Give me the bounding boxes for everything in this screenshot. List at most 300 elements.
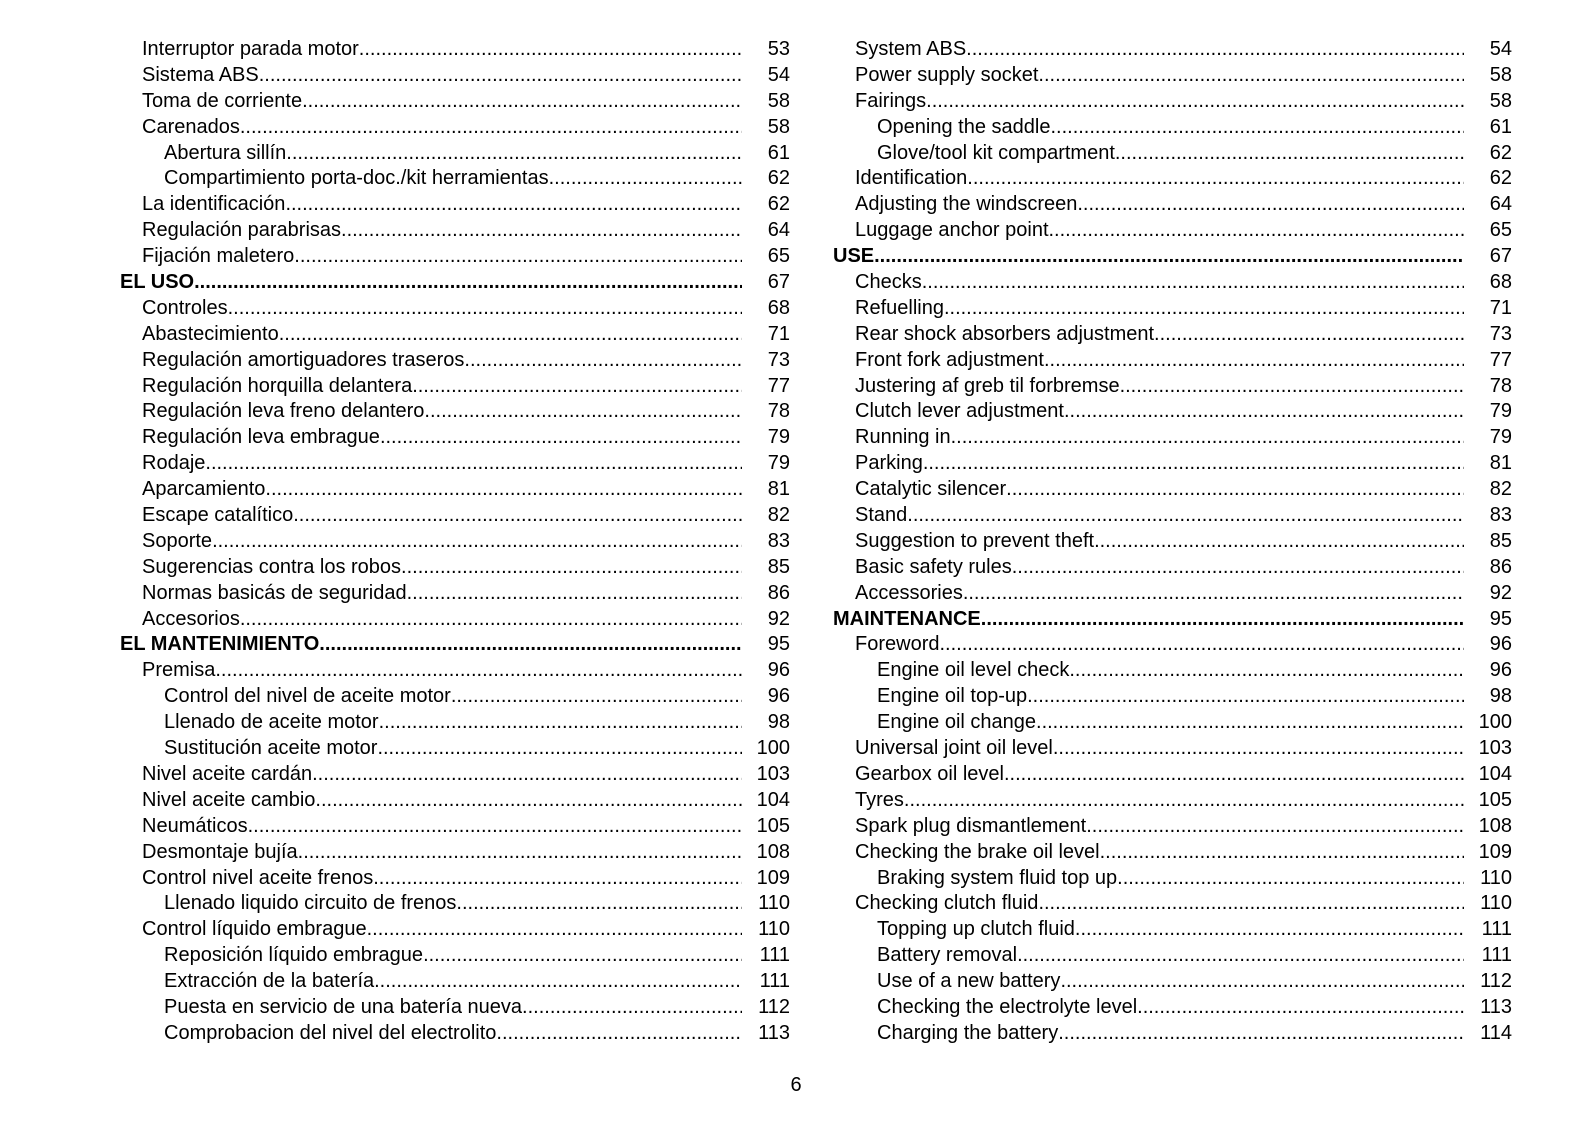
toc-dot-leader [923,451,1464,477]
toc-entry-page: 58 [1489,89,1512,112]
toc-entry-page: 113 [758,1021,790,1044]
toc-entry-title: Comprobacion del nivel del electrolito [164,1021,497,1044]
toc-entry[interactable] [120,477,790,503]
toc-section-heading[interactable] [833,607,1512,633]
toc-entry[interactable] [120,115,790,141]
toc-entry-page: 78 [767,400,790,423]
toc-entry-page: 81 [767,478,790,501]
toc-entry-title: Adjusting the windscreen [855,193,1078,216]
toc-entry-page: 110 [758,892,790,915]
toc-entry[interactable] [833,658,1512,684]
toc-entry[interactable] [120,166,790,192]
toc-entry[interactable] [120,1021,790,1047]
toc-entry-title: Universal joint oil level [855,737,1053,760]
toc-dot-leader [265,477,742,503]
toc-entry[interactable] [833,736,1512,762]
toc-entry-page: 110 [1480,866,1512,889]
toc-entry-title: Stand [855,504,908,527]
toc-dot-leader [285,192,742,218]
toc-entry-title: Clutch lever adjustment [855,400,1064,423]
toc-entry[interactable] [833,141,1512,167]
toc-entry[interactable] [120,995,790,1021]
toc-entry-page: 62 [1489,141,1512,164]
toc-dot-leader [951,425,1464,451]
toc-entry[interactable] [120,943,790,969]
toc-entry-page: 65 [767,245,790,268]
toc-entry-title: Carenados [142,115,240,138]
toc-entry-page: 109 [1478,840,1512,863]
toc-dot-leader [228,296,742,322]
toc-entry-page: 62 [1489,167,1512,190]
toc-entry-page: 58 [767,115,790,138]
toc-dot-leader [412,374,742,400]
toc-entry-page: 114 [1480,1021,1512,1044]
toc-entry-title: Control del nivel de aceite motor [164,685,451,708]
toc-entry[interactable] [833,529,1512,555]
toc-dot-leader [922,270,1464,296]
toc-entry[interactable] [833,166,1512,192]
toc-entry-page: 108 [756,840,790,863]
toc-entry-page: 83 [767,529,790,552]
toc-entry-page: 100 [1478,711,1512,734]
toc-dot-leader [1064,399,1464,425]
toc-entry-title: Regulación parabrisas [142,219,342,242]
toc-entry-title: Suggestion to prevent theft [855,529,1095,552]
toc-entry-title: Fijación maletero [142,245,295,268]
toc-entry-page: 64 [1489,193,1512,216]
toc-entry-page: 92 [767,607,790,630]
toc-entry[interactable] [120,374,790,400]
toc-dot-leader [259,63,742,89]
toc-entry-page: 96 [1489,633,1512,656]
toc-entry-title: Battery removal [877,944,1018,967]
toc-entry-title: Aparcamiento [142,478,266,501]
toc-dot-leader [904,788,1464,814]
toc-entry[interactable] [120,503,790,529]
toc-entry[interactable] [120,736,790,762]
toc-entry-page: 104 [756,788,790,811]
toc-entry-title: System ABS [855,38,967,60]
toc-entry-page: 77 [767,374,790,397]
toc-entry[interactable] [120,141,790,167]
toc-dot-leader [424,399,742,425]
toc-entry-title: Reposición líquido embrague [164,944,424,967]
toc-entry[interactable] [833,425,1512,451]
toc-entry-title: Abastecimiento [142,322,279,345]
toc-entry-title: Basic safety rules [855,555,1012,578]
toc-entry[interactable] [833,943,1512,969]
toc-entry-title: Gearbox oil level [855,762,1004,785]
toc-entry-title: USE [833,245,875,268]
toc-dot-leader [1038,891,1464,917]
toc-entry-page: 96 [1489,659,1512,682]
toc-entry-title: Parking [855,452,923,475]
toc-entry-page: 77 [1489,348,1512,371]
toc-entry-title: Soporte [142,529,213,552]
toc-entry[interactable] [833,89,1512,115]
toc-entry-title: Nivel aceite cardán [142,762,313,785]
toc-entry[interactable] [120,917,790,943]
toc-dot-leader [380,425,742,451]
toc-entry-title: Engine oil level check [877,659,1070,682]
toc-dot-leader [373,866,742,892]
toc-entry[interactable] [833,37,1512,63]
toc-entry-page: 79 [1489,400,1512,423]
toc-dot-leader [907,503,1464,529]
toc-entry-title: Spark plug dismantlement [855,814,1087,837]
toc-dot-leader [1069,658,1464,684]
toc-entry[interactable] [833,399,1512,425]
toc-entry[interactable] [833,866,1512,892]
toc-entry-page: 113 [1480,995,1512,1018]
toc-entry-title: Braking system fluid top up. [877,866,1123,889]
toc-entry-title: Regulación leva embrague [142,426,380,449]
toc-dot-leader [1050,115,1464,141]
page-number: 6 [790,1074,802,1096]
toc-dot-leader [423,943,742,969]
toc-entry-page: 110 [758,918,790,941]
toc-entry-page: 96 [767,685,790,708]
toc-entry-page: 62 [767,167,790,190]
toc-dot-leader [240,115,742,141]
toc-entry[interactable] [833,503,1512,529]
toc-dot-leader [312,762,742,788]
toc-entry[interactable] [120,322,790,348]
toc-entry[interactable] [120,866,790,892]
toc-entry-page: 82 [767,504,790,527]
toc-entry[interactable] [833,917,1512,943]
toc-entry-title: Running in [855,426,951,449]
toc-entry-page: 65 [1489,219,1512,242]
toc-dot-leader [451,684,742,710]
toc-entry-page: 86 [1489,555,1512,578]
toc-entry[interactable] [120,969,790,995]
toc-entry[interactable] [120,710,790,736]
toc-entry-title: Catalytic silencer [855,478,1007,501]
toc-entry-title: Puesta en servicio de una batería nueva [164,995,523,1018]
toc-entry-page: 71 [1489,296,1512,319]
toc-dot-leader [1036,710,1464,736]
toc-entry[interactable] [833,840,1512,866]
toc-dot-leader [1053,736,1464,762]
toc-entry-title: Compartimiento porta-doc./kit herramientas [164,167,549,190]
toc-dot-leader [1115,141,1464,167]
toc-dot-leader [205,451,742,477]
toc-entry-page: 53 [767,38,790,60]
toc-entry[interactable] [833,555,1512,581]
toc-entry-page: 78 [1489,374,1512,397]
toc-entry-page: 86 [767,581,790,604]
toc-entry[interactable] [120,425,790,451]
toc-entry-title: Sistema ABS [142,63,259,86]
toc-dot-leader [1075,917,1464,943]
toc-entry[interactable] [120,684,790,710]
toc-entry-page: 92 [1489,581,1512,604]
toc-entry-title: La identificación [142,193,286,216]
toc-entry-page: 64 [767,219,790,242]
toc-dot-leader [1086,814,1464,840]
toc-entry-page: 111 [759,970,790,993]
toc-entry-title: Checking the brake oil level [855,840,1100,863]
toc-dot-leader [407,581,742,607]
toc-entry-page: 73 [767,348,790,371]
toc-entry-title: Luggage anchor point [855,219,1049,242]
toc-dot-leader [279,322,742,348]
toc-dot-leader [1058,1021,1464,1047]
toc-entry-page: 54 [767,63,790,86]
toc-entry-title: Sugerencias contra los robos [142,555,402,578]
toc-entry-title: Abertura sillín [164,141,287,164]
toc-entry[interactable] [120,218,790,244]
toc-entry-title: Control nivel aceite frenos [142,866,374,889]
toc-entry-page: 58 [767,89,790,112]
toc-entry[interactable] [833,477,1512,503]
toc-dot-leader [248,814,742,840]
toc-entry-page: 79 [767,426,790,449]
toc-dot-leader [1017,943,1464,969]
toc-entry-page: 105 [1478,788,1512,811]
toc-dot-leader [240,607,742,633]
toc-dot-leader [1077,192,1464,218]
toc-entry-page: 110 [1480,892,1512,915]
toc-entry-page: 112 [1480,970,1512,993]
toc-dot-leader [1100,840,1464,866]
toc-entry-title: Toma de corriente [142,89,303,112]
toc-entry-title: Sustitución aceite motor [164,737,378,760]
toc-dot-leader [293,503,742,529]
toc-entry-title: Rodaje [142,452,206,475]
toc-dot-leader [1123,866,1464,892]
toc-entry-title: Identification [855,167,968,190]
toc-entry-page: 68 [767,296,790,319]
toc-entry[interactable] [120,607,790,633]
toc-entry[interactable] [833,710,1512,736]
toc-dot-leader [401,555,742,581]
toc-entry-title: Glove/tool kit compartment [877,141,1115,164]
toc-dot-leader [456,891,742,917]
toc-entry[interactable] [833,63,1512,89]
toc-entry[interactable] [120,244,790,270]
toc-entry[interactable] [120,296,790,322]
toc-dot-leader [1027,684,1464,710]
toc-entry-page: 79 [1489,426,1512,449]
toc-entry-title: Desmontaje bujía [142,840,298,863]
toc-entry-title: Accessories [855,581,963,604]
toc-dot-leader [1120,374,1464,400]
toc-entry[interactable] [120,814,790,840]
toc-entry-title: Regulación leva freno delantero [142,400,425,423]
toc-entry[interactable] [120,399,790,425]
toc-dot-leader [1094,529,1464,555]
toc-entry-title: Checking clutch fluid [855,892,1039,915]
toc-entry-page: 54 [1489,38,1512,60]
toc-entry-title: Justering af greb til forbremse [855,374,1120,397]
toc-entry-page: 67 [767,271,790,294]
toc-entry-title: Accesorios [142,607,240,630]
toc-entry-title: Regulación amortiguadores traseros [142,348,465,371]
toc-entry-title: Llenado de aceite motor [164,711,379,734]
toc-entry[interactable] [833,788,1512,814]
toc-dot-leader [1060,969,1464,995]
toc-dot-leader [298,840,742,866]
toc-entry-title: Charging the battery [877,1021,1059,1044]
toc-dot-leader [215,658,742,684]
toc-entry-title: Foreword [855,633,940,656]
toc-entry-page: 68 [1489,271,1512,294]
toc-entry-page: 111 [1481,918,1512,941]
toc-entry[interactable] [120,788,790,814]
toc-entry-page: 62 [767,193,790,216]
toc-entry-title: Extracción de la batería [164,970,375,993]
toc-entry-page: 67 [1489,245,1512,268]
toc-entry-title: Use of a new battery [877,970,1061,993]
toc-entry[interactable] [120,37,790,63]
toc-entry[interactable] [833,762,1512,788]
toc-entry[interactable] [833,451,1512,477]
toc-dot-leader [966,37,1464,63]
toc-dot-leader [367,917,742,943]
toc-entry[interactable] [120,891,790,917]
toc-entry-page: 105 [756,814,790,837]
toc-entry-title: Tyres [855,788,904,811]
toc-dot-leader [549,166,742,192]
toc-entry[interactable] [120,840,790,866]
toc-entry[interactable] [833,296,1512,322]
toc-entry[interactable] [120,529,790,555]
toc-entry[interactable] [833,632,1512,658]
toc-entry-page: 111 [759,944,790,967]
toc-entry-page: 85 [767,555,790,578]
toc-entry-page: 73 [1489,322,1512,345]
toc-entry-page: 83 [1489,504,1512,527]
toc-dot-leader [315,788,742,814]
toc-section-heading[interactable] [120,270,790,296]
toc-entry[interactable] [833,348,1512,374]
toc-dot-leader [377,736,742,762]
toc-entry-title: Rear shock absorbers adjustment [855,322,1155,345]
toc-dot-leader [981,607,1464,633]
toc-dot-leader [294,244,742,270]
toc-entry-page: 98 [767,711,790,734]
toc-entry[interactable] [833,270,1512,296]
toc-dot-leader [1137,995,1464,1021]
toc-dot-leader [341,218,742,244]
toc-entry-title: Refuelling [855,296,944,319]
toc-dot-leader [1049,218,1465,244]
toc-entry-title: Escape catalítico [142,504,294,527]
toc-entry-title: Regulación horquilla delantera [142,374,413,397]
toc-entry-page: 100 [756,737,790,760]
toc-dot-leader [926,89,1464,115]
toc-dot-leader [1038,63,1464,89]
toc-entry-title: MAINTENANCE [833,607,981,630]
toc-entry[interactable] [833,581,1512,607]
toc-entry-title: Control líquido embrague [142,918,367,941]
toc-entry-title: Nivel aceite cambio [142,788,316,811]
toc-entry-page: 71 [767,322,790,345]
toc-entry-page: 104 [1478,762,1512,785]
toc-dot-leader [1154,322,1464,348]
toc-entry-page: 111 [1481,944,1512,967]
toc-dot-leader [963,581,1464,607]
toc-entry-page: 108 [1478,814,1512,837]
toc-entry-page: 85 [1489,529,1512,552]
toc-dot-leader [1044,348,1464,374]
toc-entry-title: Checking the electrolyte level [877,995,1138,1018]
toc-dot-leader [194,270,742,296]
toc-column-english [833,37,1512,1047]
toc-entry-page: 103 [1478,737,1512,760]
toc-entry-title: Power supply socket [855,63,1039,86]
toc-dot-leader [967,166,1464,192]
toc-dot-leader [522,995,742,1021]
toc-section-heading[interactable] [120,632,790,658]
toc-entry[interactable] [120,581,790,607]
toc-entry[interactable] [833,814,1512,840]
toc-dot-leader [359,37,742,63]
toc-entry-page: 109 [756,866,790,889]
toc-entry-title: Neumáticos [142,814,248,837]
toc-entry-title: Topping up clutch fluid [877,918,1075,941]
toc-dot-leader [302,89,742,115]
toc-entry-page: 61 [1489,115,1512,138]
toc-dot-leader [212,529,742,555]
toc-entry[interactable] [833,192,1512,218]
toc-entry-title: Front fork adjustment [855,348,1044,371]
toc-entry-title: EL MANTENIMIENTO [120,633,320,656]
toc-entry[interactable] [833,969,1512,995]
toc-entry[interactable] [120,658,790,684]
toc-entry-page: 96 [767,659,790,682]
toc-entry-title: Controles [142,296,228,319]
toc-entry[interactable] [833,115,1512,141]
toc-dot-leader [319,632,742,658]
toc-entry[interactable] [120,63,790,89]
toc-dot-leader [374,969,742,995]
toc-entry-title: Llenado liquido circuito de frenos [164,892,457,915]
toc-entry-title: Opening the saddle [877,115,1051,138]
toc-dot-leader [286,141,742,167]
toc-entry[interactable] [120,89,790,115]
toc-entry[interactable] [833,891,1512,917]
toc-entry-page: 112 [758,995,790,1018]
toc-entry[interactable] [833,374,1512,400]
toc-entry[interactable] [833,322,1512,348]
toc-entry-title: Premisa [142,659,216,682]
toc-entry[interactable] [120,348,790,374]
toc-dot-leader [379,710,742,736]
toc-dot-leader [944,296,1464,322]
toc-entry-page: 95 [1489,607,1512,630]
toc-dot-leader [1012,555,1464,581]
toc-dot-leader [939,632,1464,658]
toc-entry[interactable] [833,684,1512,710]
toc-dot-leader [464,348,742,374]
toc-entry[interactable] [120,762,790,788]
toc-entry[interactable] [120,451,790,477]
toc-entry[interactable] [120,555,790,581]
toc-section-heading[interactable] [833,244,1512,270]
toc-entry-page: 103 [756,762,790,785]
toc-entry-page: 98 [1489,685,1512,708]
toc-entry[interactable] [833,995,1512,1021]
toc-entry[interactable] [833,1021,1512,1047]
toc-entry[interactable] [833,218,1512,244]
toc-entry-page: 79 [767,452,790,475]
toc-dot-leader [496,1021,742,1047]
toc-entry[interactable] [120,192,790,218]
toc-entry-page: 81 [1489,452,1512,475]
